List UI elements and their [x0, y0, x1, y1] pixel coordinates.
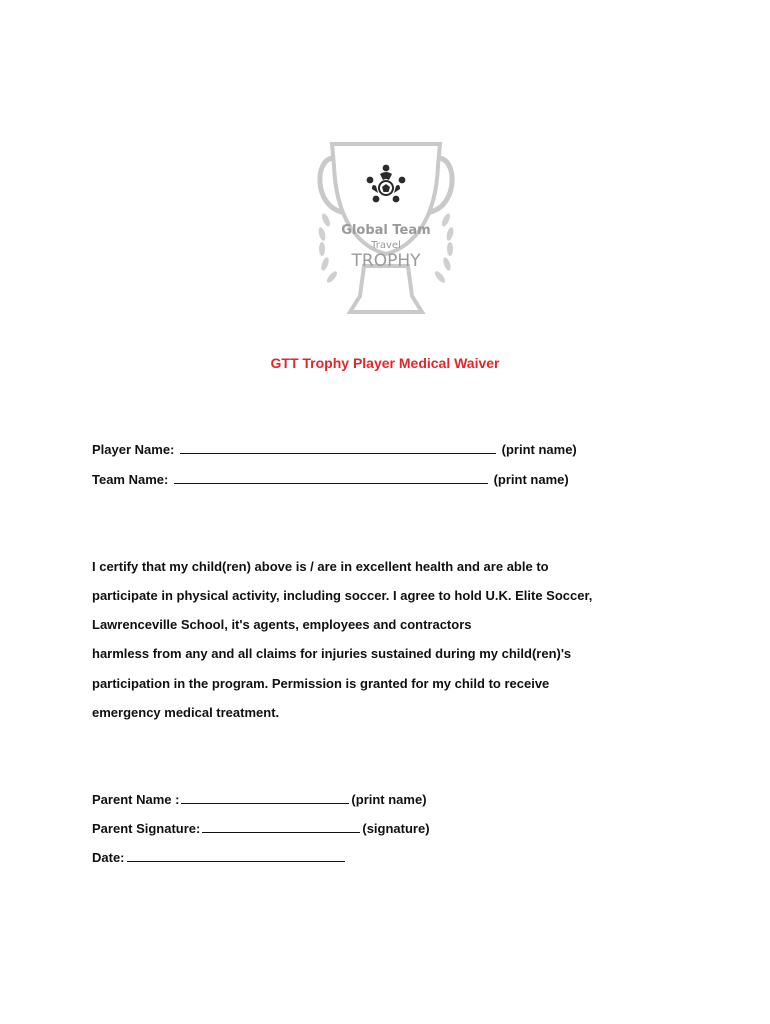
parent-signature-blank[interactable] [202, 820, 360, 833]
team-name-field [92, 471, 569, 489]
logo-line-2: Travel [371, 240, 401, 251]
parent-name-label: Parent Name : [92, 792, 180, 807]
team-name-label: Team Name: [92, 472, 169, 487]
player-name-suffix: (print name) [501, 442, 577, 457]
parent-signature-label: Parent Signature: [92, 821, 201, 836]
date-blank[interactable] [127, 849, 345, 862]
logo-line-1: Global Team [341, 223, 431, 238]
certification-line: Lawrenceville School, it's agents, employees and contractors [92, 617, 472, 632]
parent-signature-suffix: (signature) [362, 821, 430, 836]
logo-line-3: TROPHY [351, 251, 421, 271]
certification-line: emergency medical treatment. [92, 705, 280, 720]
team-name-suffix: (print name) [493, 472, 569, 487]
certification-line: participation in the program. Permission is granted for my child to receive [92, 676, 550, 691]
parent-name-field [92, 791, 427, 809]
date-field [92, 849, 347, 867]
team-name-blank[interactable] [174, 471, 488, 484]
certification-line: participate in physical activity, including soccer. I agree to hold U.K. Elite Soccer, [92, 588, 593, 603]
certification-line: I certify that my child(ren) above is / are in excellent health and are able to [92, 559, 549, 574]
waiver-title: GTT Trophy Player Medical Waiver [270, 355, 500, 371]
player-name-blank[interactable] [180, 441, 496, 454]
parent-signature-field [92, 820, 430, 838]
parent-name-blank[interactable] [181, 791, 349, 804]
player-name-field [92, 441, 577, 459]
gtt-trophy-logo [312, 136, 460, 328]
parent-name-suffix: (print name) [351, 792, 427, 807]
date-label: Date: [92, 850, 125, 865]
player-name-label: Player Name: [92, 442, 175, 457]
certification-line: harmless from any and all claims for injuries sustained during my child(ren)'s [92, 646, 572, 661]
